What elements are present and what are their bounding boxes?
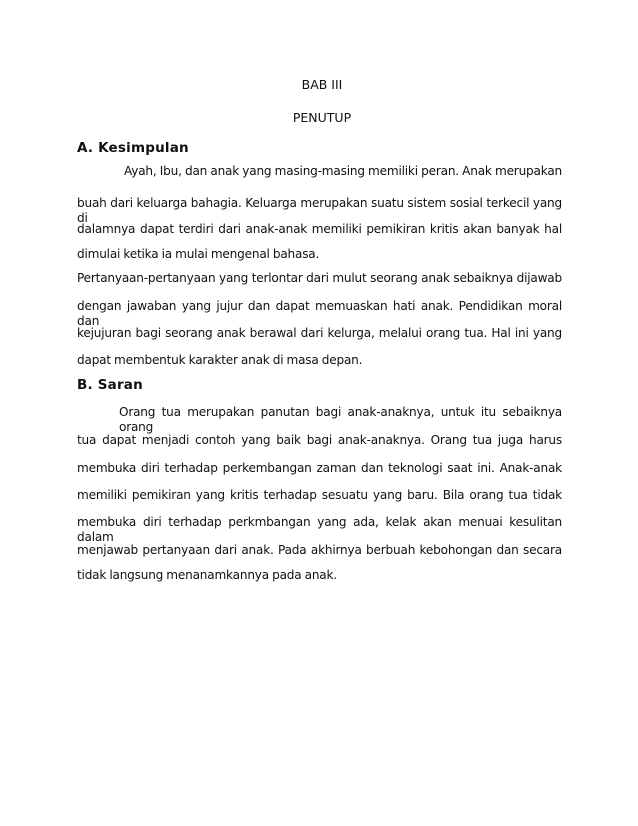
section-heading-kesimpulan: A. Kesimpulan <box>77 140 189 156</box>
paragraph-line: dapat membentuk karakter anak di masa depan. <box>77 353 363 367</box>
paragraph-line: buah dari keluarga bahagia. Keluarga merupakan suatu sistem sosial terkecil yang di <box>77 196 562 225</box>
chapter-number: BAB III <box>301 77 343 92</box>
paragraph-line: membuka diri terhadap perkmbangan yang ada, kelak akan menuai kesulitan dalam <box>77 515 562 544</box>
paragraph-line: Ayah, Ibu, dan anak yang masing-masing memiliki peran. Anak merupakan <box>124 164 562 178</box>
paragraph-line: memiliki pemikiran yang kritis terhadap sesuatu yang baru. Bila orang tua tidak <box>77 488 562 502</box>
paragraph-line: dimulai ketika ia mulai mengenal bahasa. <box>77 247 320 261</box>
paragraph-line: tidak langsung menanamkannya pada anak. <box>77 568 337 582</box>
paragraph-line: Orang tua merupakan panutan bagi anak-anaknya, untuk itu sebaiknya orang <box>119 405 562 434</box>
paragraph-line: kejujuran bagi seorang anak berawal dari kelurga, melalui orang tua. Hal ini yang <box>77 326 562 340</box>
paragraph-line: dalamnya dapat terdiri dari anak-anak memiliki pemikiran kritis akan banyak hal <box>77 222 562 236</box>
chapter-title: PENUTUP <box>292 110 352 125</box>
paragraph-line: menjawab pertanyaan dari anak. Pada akhirnya berbuah kebohongan dan secara <box>77 543 562 557</box>
section-heading-saran: B. Saran <box>77 377 143 393</box>
paragraph-line: dengan jawaban yang jujur dan dapat memuaskan hati anak. Pendidikan moral dan <box>77 299 562 328</box>
paragraph-line: Pertanyaan-pertanyaan yang terlontar dari mulut seorang anak sebaiknya dijawab <box>77 271 562 285</box>
paragraph-line: tua dapat menjadi contoh yang baik bagi anak-anaknya. Orang tua juga harus <box>77 433 562 447</box>
paragraph-line: membuka diri terhadap perkembangan zaman dan teknologi saat ini. Anak-anak <box>77 461 562 475</box>
